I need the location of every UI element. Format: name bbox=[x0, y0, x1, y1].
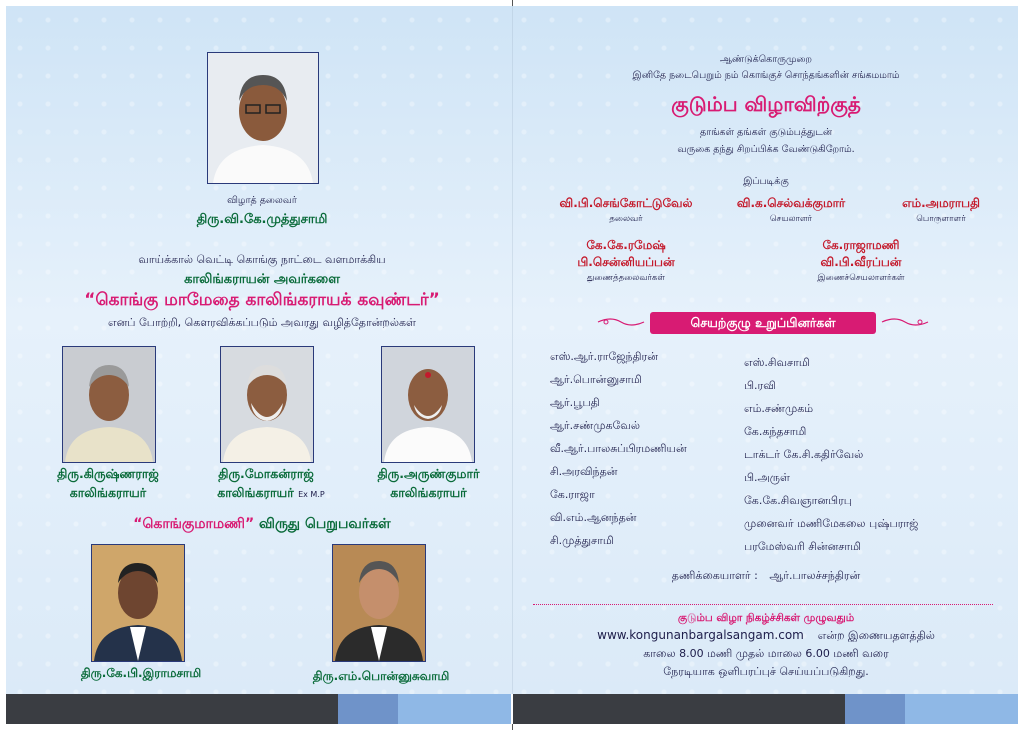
member-col2-5: டாக்டர் கே.சி.கதிர்வேல் bbox=[744, 448, 864, 461]
person-portrait-icon bbox=[63, 347, 155, 462]
strip-light-left bbox=[398, 694, 511, 724]
invite-line-4: வருகை தந்து சிறப்பிக்க வேண்டுகிறோம். bbox=[677, 144, 855, 155]
footer-line-1: குடும்ப விழா நிகழ்ச்சிகள் முழுவதும் bbox=[677, 612, 855, 624]
descendant-name-1: திரு.கிருஷ்ணராஜ் bbox=[57, 466, 159, 481]
regards: இப்படிக்கு bbox=[743, 176, 789, 187]
person-portrait-icon bbox=[92, 545, 184, 661]
member-col2-8: முனைவர் மணிமேகலை புஷ்பராஜ் bbox=[744, 517, 919, 530]
joint-secretary-role: இணைச்செயலாளர்கள் bbox=[817, 273, 905, 283]
award-quote: “கொங்குமாமணி” bbox=[133, 516, 255, 532]
member-col2-7: கே.கே.சிவஞானபிரபு bbox=[744, 494, 852, 507]
award-heading bbox=[46, 516, 478, 534]
invitation-sheet bbox=[6, 6, 1018, 694]
title-quote: “கொங்கு மாமேதை காலிங்கராயக் கவுண்டர்” bbox=[84, 290, 440, 310]
event-title: குடும்ப விழாவிற்குத் bbox=[671, 92, 861, 116]
member-col1-2: ஆர்.பொன்னுசாமி bbox=[550, 373, 642, 386]
crop-mark-bottom bbox=[512, 724, 513, 730]
crop-mark-top bbox=[512, 0, 513, 6]
auditor-row bbox=[566, 569, 966, 584]
member-col1-7: கே.ராஜா bbox=[550, 488, 595, 501]
descendant-surname-3: காலிங்கராயர் bbox=[390, 485, 467, 500]
member-col1-5: வீ.ஆர்.பாலசுப்பிரமணியன் bbox=[550, 442, 687, 455]
member-col2-4: கே.கந்தசாமி bbox=[744, 425, 807, 438]
descendant-photo-1 bbox=[62, 346, 156, 463]
president-name: வி.பி.செங்கோட்டுவேல் bbox=[559, 196, 693, 210]
awardee-name-1: திரு.கே.பி.இராமசாமி bbox=[80, 666, 202, 680]
descendant-surname-2-row bbox=[176, 485, 366, 502]
member-col2-6: பி.அருள் bbox=[744, 471, 790, 484]
footer-url-row bbox=[526, 628, 1006, 644]
descendant-suffix-2: Ex M.P bbox=[298, 490, 325, 499]
footer-url-link[interactable]: www.kongunanbargalsangam.com bbox=[597, 628, 804, 642]
member-col1-6: சி.அரவிந்தன் bbox=[550, 465, 618, 478]
strip-mid-left bbox=[338, 694, 398, 724]
flourish-right-icon bbox=[880, 314, 930, 330]
awardee-photo-2 bbox=[332, 544, 426, 662]
footer-url-rest: என்ற இணையதளத்தில் bbox=[817, 629, 935, 642]
strip-dark-left bbox=[6, 694, 338, 724]
flourish-left-icon bbox=[596, 314, 646, 330]
member-col2-9: பரமேஸ்வரி சின்னசாமி bbox=[744, 540, 861, 553]
invite-line-1: ஆண்டுக்கொருமுறை bbox=[720, 54, 812, 65]
secretary-role: செயலாளர் bbox=[769, 214, 813, 224]
member-col1-9: சி.முத்துசாமி bbox=[550, 534, 614, 547]
secretary-name: வி.க.செல்வக்குமார் bbox=[736, 196, 846, 210]
chief-guest-role: விழாத் தலைவர் bbox=[227, 195, 297, 206]
strip-light-right bbox=[905, 694, 1018, 724]
intro-line-3: எனப் போற்றி, கௌரவிக்கப்படும் அவரது வழித்தோன்றல்கள் bbox=[108, 316, 416, 329]
auditor-name: ஆர்.பாலச்சந்திரன் bbox=[769, 569, 861, 582]
person-portrait-icon bbox=[382, 347, 474, 462]
strip-dark-right bbox=[513, 694, 845, 724]
committee-heading: செயற்குழு உறுப்பினர்கள் bbox=[650, 312, 876, 334]
member-col1-1: எஸ்.ஆர்.ராஜேந்திரன் bbox=[550, 350, 658, 363]
vice-president-2: பி.சென்னியப்பன் bbox=[577, 255, 675, 269]
award-rest: விருது பெறுபவர்கள் bbox=[254, 516, 391, 532]
intro-line-2: காலிங்கராயன் அவர்களை bbox=[184, 272, 340, 287]
person-portrait-icon bbox=[208, 53, 318, 183]
dotted-divider bbox=[533, 604, 993, 605]
member-col2-3: எம்.சண்முகம் bbox=[744, 402, 814, 415]
invite-line-2: இனிதே நடைபெறும் நம் கொங்குச் சொந்தங்களின் சங்கமமாம் bbox=[632, 70, 900, 81]
vice-president-1: கே.கே.ரமேஷ் bbox=[586, 238, 666, 252]
strip-mid-right bbox=[845, 694, 905, 724]
awardee-photo-1 bbox=[91, 544, 185, 662]
auditor-label: தணிக்கையாளர் : bbox=[671, 569, 758, 582]
chief-guest-name: திரு.வி.கே.முத்துசாமி bbox=[196, 212, 328, 227]
member-col1-3: ஆர்.பூபதி bbox=[550, 396, 600, 409]
treasurer-name: எம்.அமராபதி bbox=[902, 196, 980, 210]
member-col1-8: வி.எம்.ஆனந்தன் bbox=[550, 511, 637, 524]
intro-line-1: வாய்க்கால் வெட்டி கொங்கு நாட்டை வளமாக்கிய bbox=[138, 253, 386, 266]
descendant-surname-1: காலிங்கராயர் bbox=[69, 485, 147, 500]
member-col2-2: பி.ரவி bbox=[744, 379, 776, 392]
fold-line bbox=[512, 6, 513, 694]
footer-line-3: காலை 8.00 மணி முதல் மாலை 6.00 மணி வரை bbox=[643, 647, 889, 660]
descendant-name-3: திரு.அருண்குமார் bbox=[377, 466, 480, 481]
descendant-name-2: திரு.மோகன்ராஜ் bbox=[218, 466, 314, 481]
president-role: தலைவர் bbox=[609, 214, 643, 224]
awardee-name-2: திரு.எம்.பொன்னுசுவாமி bbox=[312, 669, 450, 683]
descendant-photo-2 bbox=[220, 346, 314, 463]
chief-guest-photo bbox=[207, 52, 319, 184]
member-col1-4: ஆர்.சண்முகவேல் bbox=[550, 419, 640, 432]
joint-secretary-1: கே.ராஜாமணி bbox=[822, 238, 900, 252]
member-col2-1: எஸ்.சிவசாமி bbox=[744, 356, 810, 369]
joint-secretary-2: வி.பி.வீரப்பன் bbox=[820, 255, 902, 269]
vice-president-role: துணைத்தலைவர்கள் bbox=[586, 273, 666, 283]
descendant-photo-3 bbox=[381, 346, 475, 463]
treasurer-role: பொருளாளர் bbox=[916, 214, 966, 224]
person-portrait-icon bbox=[221, 347, 313, 462]
invite-line-3: தாங்கள் தங்கள் குடும்பத்துடன் bbox=[699, 127, 833, 138]
person-portrait-icon bbox=[333, 545, 425, 661]
footer-line-4: நேரடியாக ஒளிபரப்புச் செய்யப்படுகிறது. bbox=[663, 665, 869, 678]
descendant-surname-2: காலிங்கராயர் bbox=[217, 485, 294, 500]
